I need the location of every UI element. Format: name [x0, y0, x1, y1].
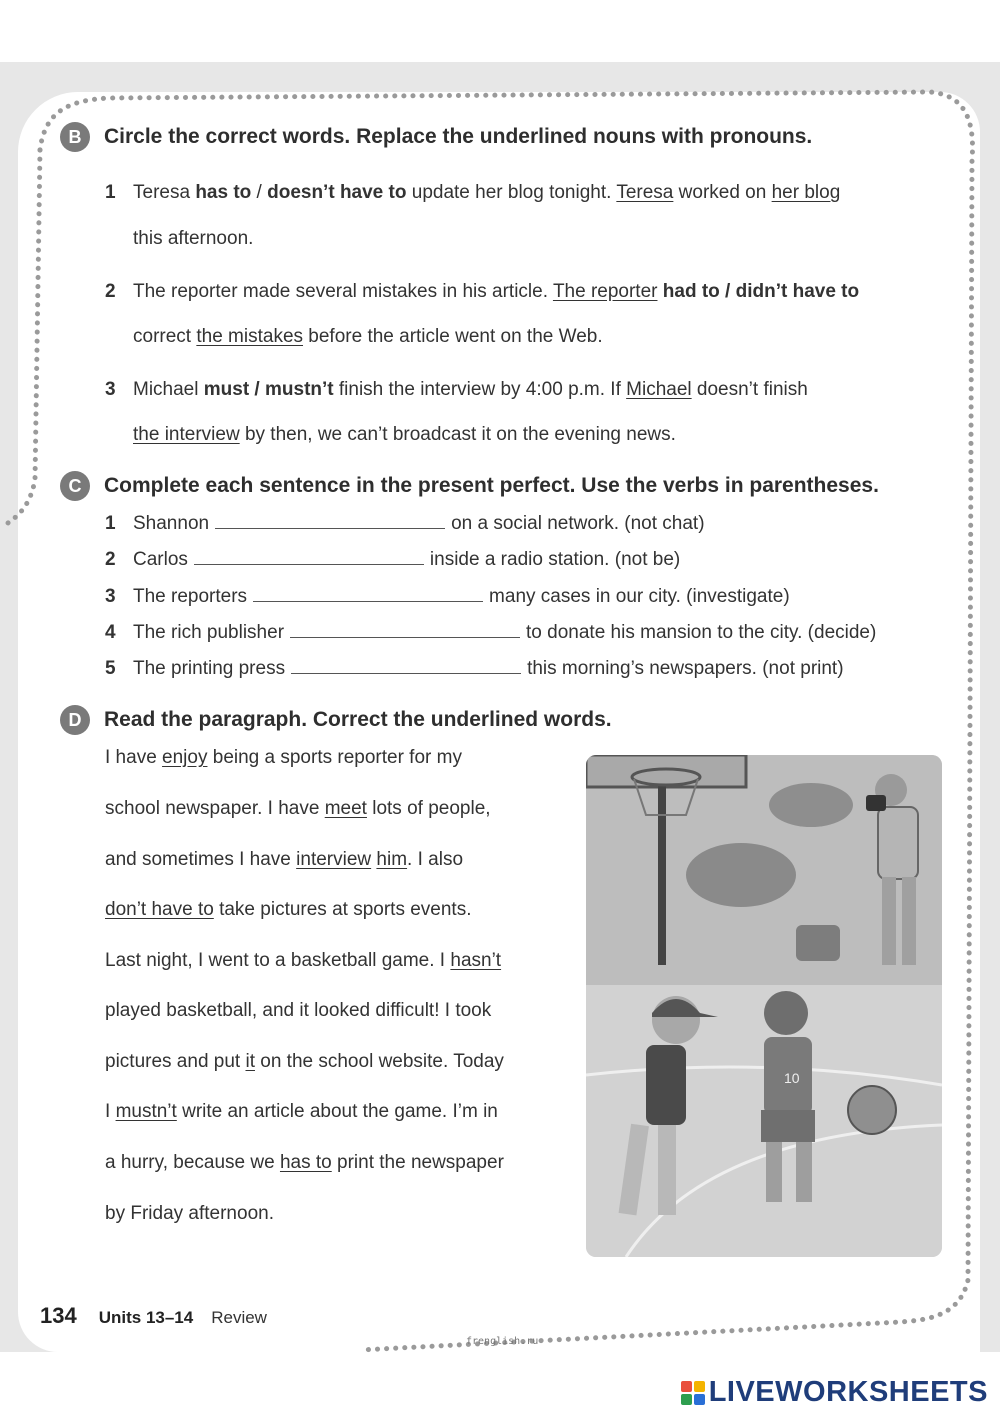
text: /	[251, 182, 268, 203]
underlined-word[interactable]: it	[245, 1051, 255, 1072]
paragraph-line	[105, 1203, 274, 1225]
item-number: 1	[105, 513, 116, 534]
underlined-noun[interactable]: Teresa	[616, 182, 674, 203]
text: being a sports reporter for my	[207, 747, 462, 768]
choice-option[interactable]: has to	[195, 182, 252, 203]
answer-blank[interactable]	[194, 549, 424, 565]
choice-option[interactable]: had to	[662, 281, 720, 302]
text: pictures and put	[105, 1051, 246, 1072]
text: by then, we can’t broadcast it on the evening news.	[239, 424, 676, 445]
b1-line2: this afternoon.	[133, 228, 254, 249]
liveworksheets-logo-icon	[681, 1381, 705, 1405]
choice-option[interactable]: doesn’t have to	[267, 182, 407, 203]
text: correct	[133, 326, 197, 347]
text: many cases in our city. (investigate)	[489, 586, 790, 607]
text: Carlos	[133, 549, 188, 570]
b3-line1	[105, 379, 808, 401]
text: update her blog tonight.	[406, 182, 617, 203]
item-number: 3	[105, 586, 116, 607]
section-b-badge: B	[60, 122, 90, 152]
item-number: 5	[105, 658, 116, 679]
section-c-badge: C	[60, 471, 90, 501]
section-b-title: Circle the correct words. Replace the underlined nouns with pronouns.	[104, 125, 813, 148]
underlined-noun[interactable]: Michael	[626, 379, 692, 400]
text: The reporter made several mistakes in his article.	[133, 281, 553, 302]
b1-line1	[105, 182, 840, 204]
answer-blank[interactable]	[215, 513, 445, 529]
paragraph-line	[105, 849, 463, 871]
paragraph-line	[105, 1000, 491, 1022]
page-number: 134	[40, 1303, 77, 1328]
text: print the newspaper	[331, 1152, 504, 1173]
text: I	[105, 1101, 116, 1122]
text: on a social network. (not chat)	[451, 513, 705, 534]
text: to donate his mansion to the city. (decide)	[526, 622, 877, 643]
text: write an article about the game. I’m in	[176, 1101, 498, 1122]
paragraph-line	[105, 1101, 498, 1123]
text: /	[249, 379, 265, 400]
section-d-heading	[60, 705, 612, 735]
text: and sometimes I have	[105, 849, 297, 870]
text: The reporters	[133, 586, 248, 607]
section-b-heading	[60, 122, 812, 152]
underlined-word[interactable]: interview	[296, 849, 372, 870]
text: school newspaper. I have	[105, 798, 325, 819]
text: Shannon	[133, 513, 210, 534]
paragraph-line	[105, 1152, 504, 1174]
section-c-heading	[60, 471, 879, 501]
text: inside a radio station. (not be)	[429, 549, 681, 570]
underlined-word[interactable]: meet	[324, 798, 367, 819]
brand-name: LIVEWORKSHEETS	[708, 1376, 988, 1408]
text: finish the interview by 4:00 p.m. If	[333, 379, 627, 400]
page-footer	[40, 1303, 267, 1329]
c-item	[105, 622, 876, 644]
b3-line2	[133, 424, 676, 446]
text: I have	[105, 747, 163, 768]
b2-line2	[133, 326, 603, 348]
underlined-word[interactable]: mustn’t	[115, 1101, 177, 1122]
paragraph-line	[105, 747, 462, 769]
underlined-noun[interactable]: the interview	[133, 424, 240, 445]
item-number: 2	[105, 549, 116, 570]
section-d-badge: D	[60, 705, 90, 735]
underlined-word[interactable]: hasn’t	[450, 950, 502, 971]
text: this morning’s newspapers. (not print)	[527, 658, 844, 679]
text: The rich publisher	[133, 622, 285, 643]
liveworksheets-brand[interactable]	[681, 1376, 988, 1409]
choice-option[interactable]: must	[203, 379, 250, 400]
underlined-noun[interactable]: the mistakes	[196, 326, 304, 347]
text: take pictures at sports events.	[213, 899, 472, 920]
underlined-word[interactable]: has to	[279, 1152, 332, 1173]
text: worked on	[673, 182, 772, 203]
text: on the school website. Today	[254, 1051, 504, 1072]
text: Teresa	[133, 182, 196, 203]
c-item	[105, 513, 705, 535]
underlined-word[interactable]: don’t have to	[105, 899, 214, 920]
text: a hurry, because we	[105, 1152, 280, 1173]
choice-option[interactable]: didn’t have to	[735, 281, 860, 302]
choice-option[interactable]: mustn’t	[265, 379, 334, 400]
c-item	[105, 586, 790, 608]
jersey-number: 10	[784, 1070, 800, 1086]
b2-line1	[105, 281, 859, 303]
answer-blank[interactable]	[291, 658, 521, 674]
item-number: 2	[105, 281, 116, 302]
text: played basketball, and it looked difficult! I took	[105, 1000, 492, 1021]
paragraph-line	[105, 798, 491, 820]
c-item	[105, 549, 680, 571]
underlined-word[interactable]: him	[376, 849, 408, 870]
units-label: Units 13–14	[98, 1308, 194, 1327]
source-credit: frenglish.ru	[466, 1336, 539, 1347]
text: before the article went on the Web.	[303, 326, 603, 347]
text: Michael	[133, 379, 204, 400]
text: lots of people,	[366, 798, 491, 819]
underlined-noun[interactable]: The reporter	[552, 281, 658, 302]
paragraph-line	[105, 1051, 504, 1073]
item-number: 4	[105, 622, 116, 643]
answer-blank[interactable]	[253, 586, 483, 602]
item-number: 1	[105, 182, 116, 203]
text: by Friday afternoon.	[105, 1203, 274, 1224]
text: The printing press	[133, 658, 286, 679]
underlined-word[interactable]: enjoy	[162, 747, 208, 768]
section-c-title: Complete each sentence in the present perfect. Use the verbs in parentheses.	[104, 474, 879, 497]
text: /	[719, 281, 736, 302]
text: doesn’t finish	[691, 379, 808, 400]
item-number: 3	[105, 379, 116, 400]
text: Last night, I went to a basketball game. I	[105, 950, 451, 971]
section-d-title: Read the paragraph. Correct the underlined words.	[104, 708, 612, 731]
paragraph-line	[105, 950, 501, 972]
answer-blank[interactable]	[290, 622, 520, 638]
review-label: Review	[211, 1308, 267, 1327]
paragraph-line	[105, 899, 472, 921]
c-item	[105, 658, 844, 680]
basketball-illustration	[586, 755, 942, 1257]
underlined-noun[interactable]: her blog	[771, 182, 841, 203]
text: . I also	[407, 849, 464, 870]
